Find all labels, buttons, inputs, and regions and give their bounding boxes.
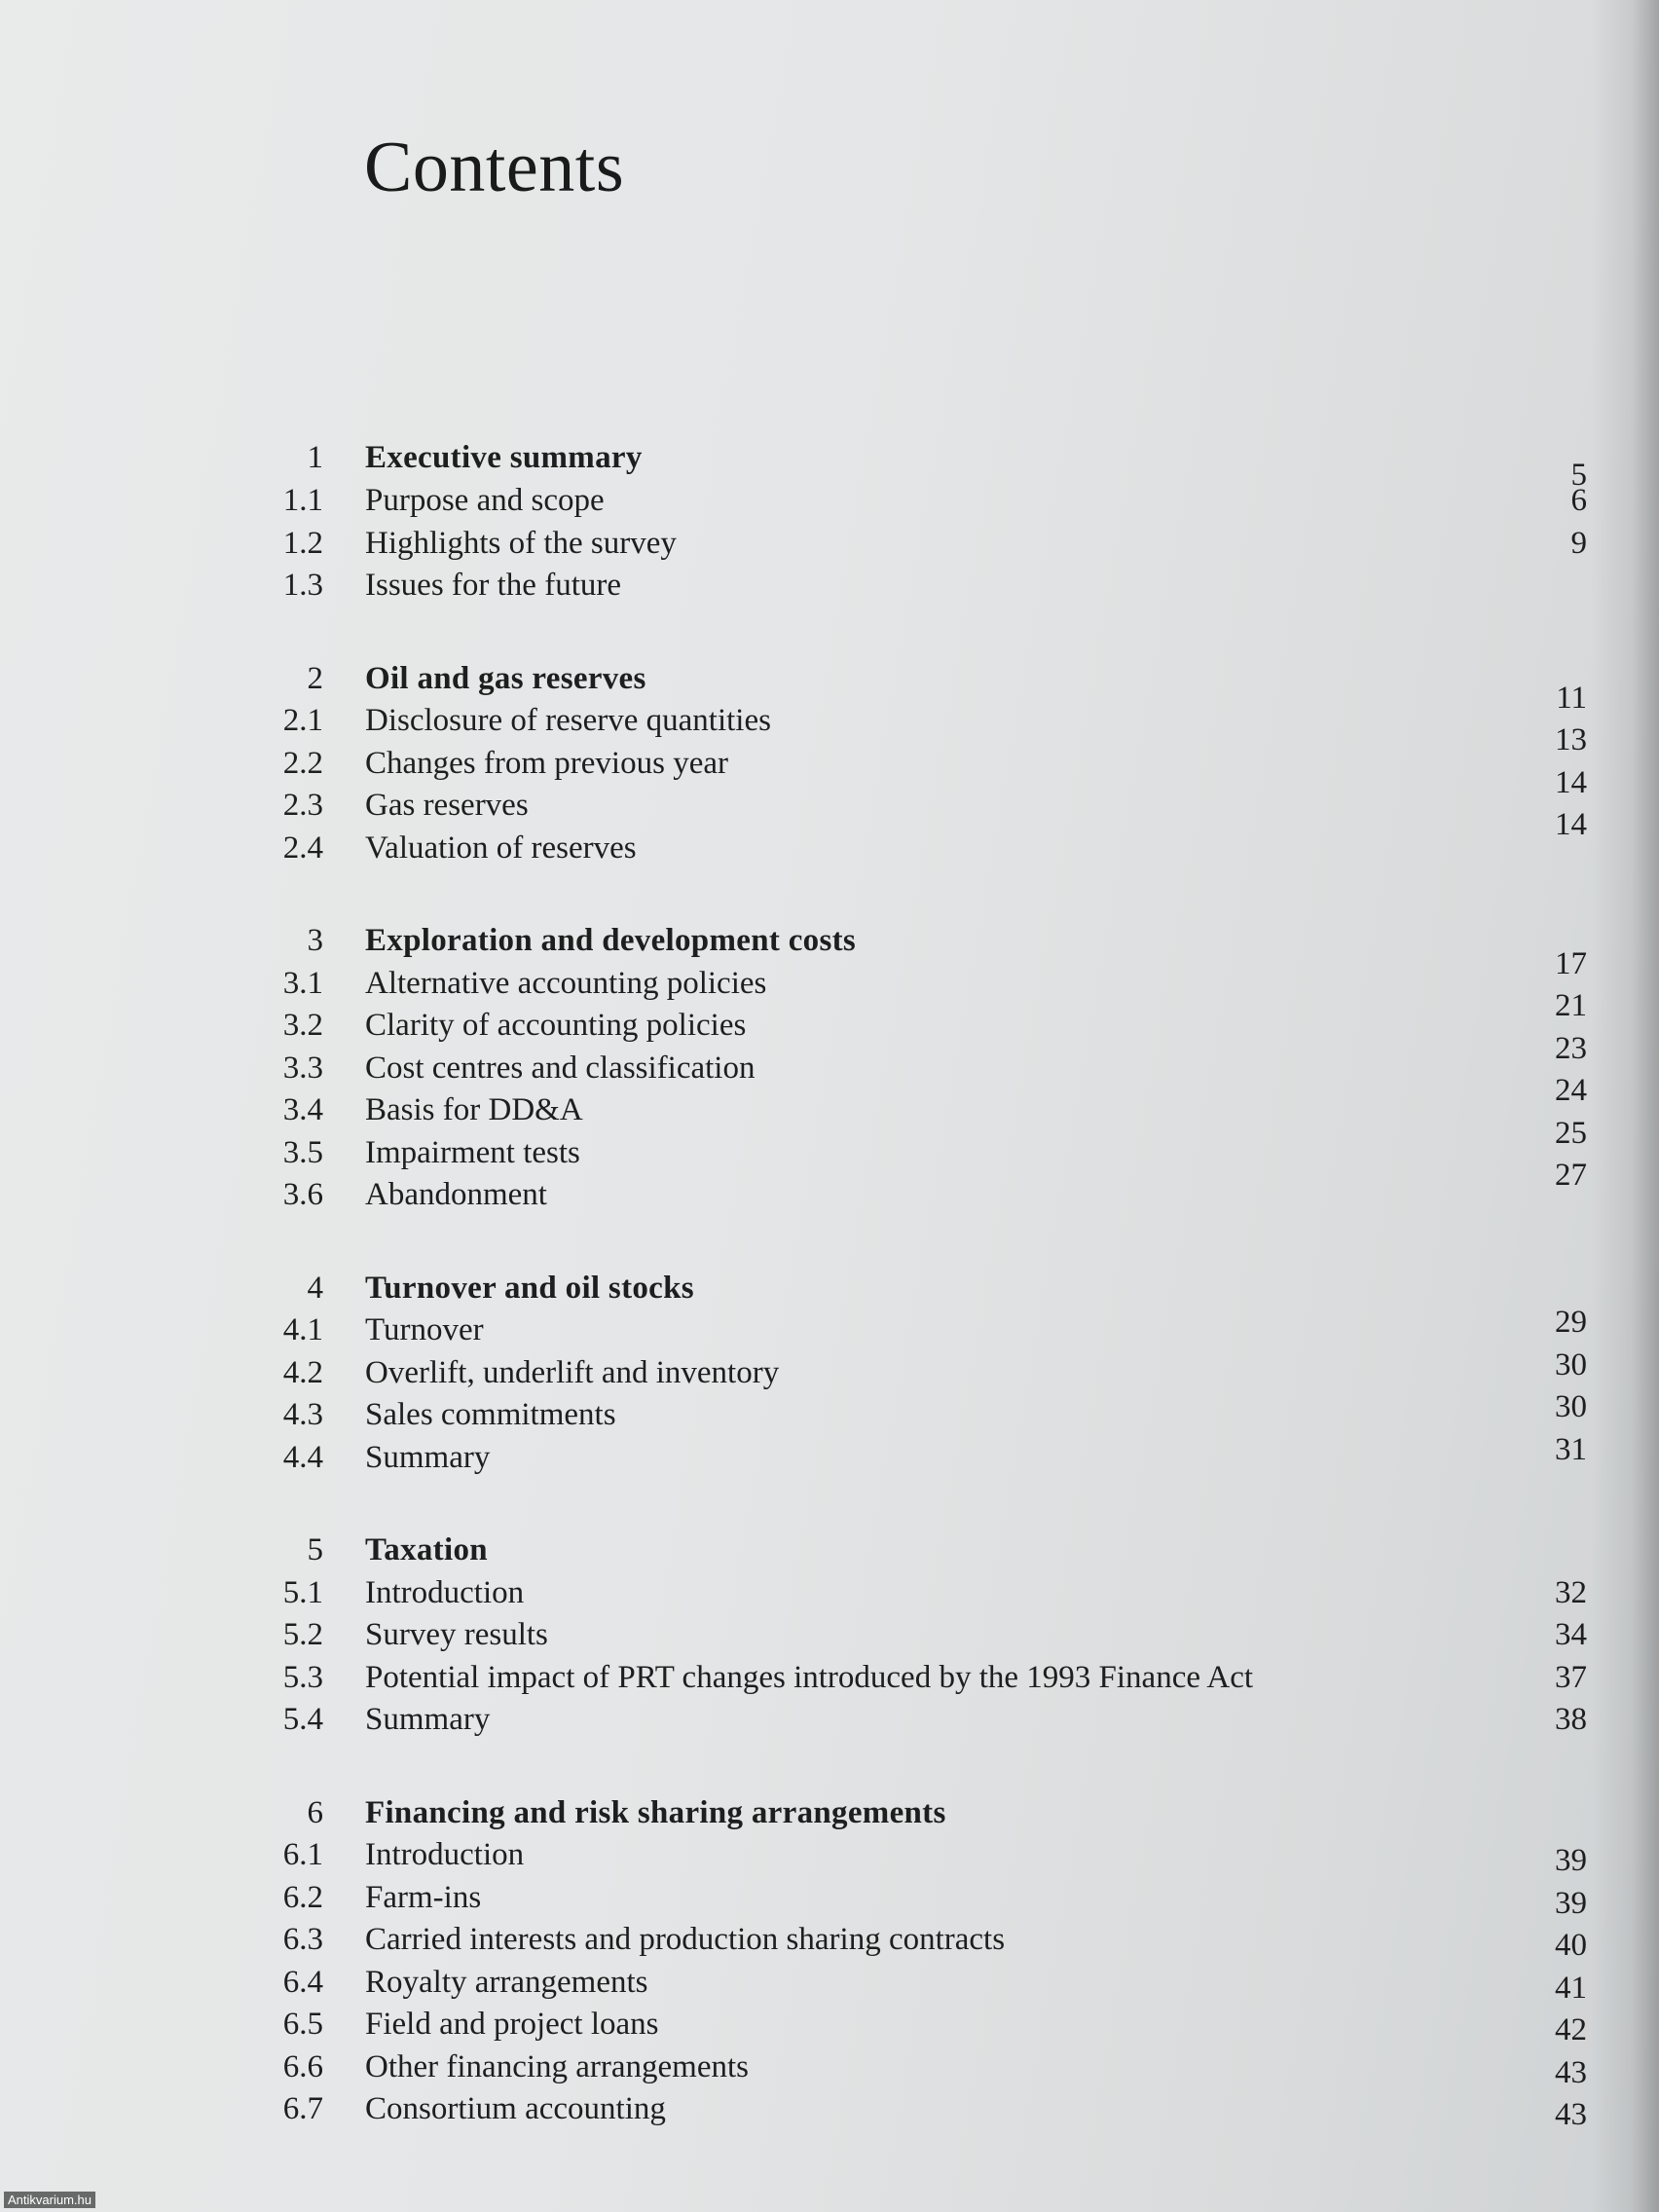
page-number: 39 [1555,1843,1587,1878]
page-number: 31 [1555,1431,1587,1467]
toc-entry [263,1837,1587,1880]
section-number: 2 [307,660,323,696]
page-number: 37 [1555,1659,1587,1695]
page-number: 38 [1555,1702,1587,1737]
toc-section-3 [263,923,1587,1220]
page-number: 6 [1570,483,1587,518]
toc-entry [263,1346,1587,1398]
toc-heading [263,1271,1587,1313]
entry-number: 5.1 [282,1574,323,1610]
toc-entry [263,568,1587,610]
entry-number: 4.3 [282,1397,323,1432]
entry-title: Summary [365,1702,491,1737]
toc-entry [263,1617,1587,1660]
toc-entry [263,2091,1587,2134]
toc-entry [263,1431,1587,1483]
toc-entry [263,1115,1587,1178]
entry-number: 1.1 [282,483,323,518]
entry-number: 6.6 [282,2048,323,2084]
toc-entry [263,483,1587,526]
entry-number: 3.1 [282,965,323,1001]
toc-entry [263,526,1587,569]
entry-number: 6.1 [282,1837,323,1872]
page-number: 40 [1555,1928,1587,1963]
page-number: 41 [1555,1970,1587,2006]
page-number: 34 [1555,1617,1587,1652]
entry-number: 5.3 [282,1659,323,1695]
entry-title: Gas reserves [365,788,529,823]
toc-entry [263,988,1587,1051]
page-number: 14 [1555,764,1587,800]
entry-title: Changes from previous year [365,745,728,781]
toc-entry [263,1660,1587,1703]
toc-entry [263,1965,1587,2008]
toc-section-6 [263,1795,1587,2134]
page-number: 42 [1555,2012,1587,2047]
entry-number: 6.3 [282,1922,323,1957]
table-of-contents [263,440,1587,2185]
section-title: Executive summary [365,440,643,475]
entry-number: 5.2 [282,1617,323,1652]
page-edge-shadow [1591,0,1659,2212]
toc-heading [263,440,1587,483]
entry-title: Introduction [365,1837,525,1872]
toc-section-1 [263,440,1587,610]
entry-number: 6.7 [282,2091,323,2126]
entry-number: 4.2 [282,1354,323,1390]
entry-title: Carried interests and production sharing contracts [365,1922,1006,1957]
section-number: 3 [307,923,323,958]
entry-title: Other financing arrangements [365,2048,750,2084]
toc-entry [263,1389,1587,1440]
page-number: 29 [1555,1305,1587,1340]
entry-title: Field and project loans [365,2007,659,2042]
entry-title: Sales commitments [365,1397,616,1432]
page-number: 43 [1555,2097,1587,2132]
entry-number: 2.3 [282,788,323,823]
toc-entry [263,1073,1587,1135]
toc-entry [263,1305,1587,1355]
toc-entry [263,1880,1587,1923]
toc-entry [263,2049,1587,2092]
page-number: 39 [1555,1885,1587,1921]
page-number: 13 [1555,722,1587,757]
toc-entry [263,1575,1587,1618]
section-title: Financing and risk sharing arrangements [365,1794,946,1830]
toc-entry [263,703,1587,757]
entry-number: 2.1 [282,703,323,738]
page-number: 11 [1556,680,1587,716]
toc-entry [263,1030,1587,1093]
toc-heading [263,923,1587,966]
section-title: Exploration and development costs [365,923,857,958]
section-number: 6 [307,1794,323,1830]
entry-title: Purpose and scope [365,483,605,518]
entry-number: 3.2 [282,1008,323,1043]
page-number: 30 [1555,1389,1587,1424]
entry-number: 2.4 [282,830,323,866]
page-number: 25 [1555,1115,1587,1151]
watermark-logo: Antikvarium.hu [4,2192,95,2208]
toc-heading [263,660,1587,716]
section-number: 5 [307,1532,323,1567]
entry-title: Basis for DD&A [365,1092,583,1127]
page-number: 24 [1555,1073,1587,1108]
entry-title: Issues for the future [365,568,622,603]
entry-number: 1.3 [282,568,323,603]
entry-number: 4.1 [282,1312,323,1347]
section-title: Oil and gas reserves [365,660,646,696]
section-number: 1 [307,440,323,475]
entry-title: Turnover [365,1312,484,1347]
section-number: 4 [307,1270,323,1306]
toc-section-4 [263,1271,1587,1483]
page-number: 21 [1555,988,1587,1023]
page-number: 32 [1555,1574,1587,1610]
toc-entry [263,1922,1587,1965]
page-number: 14 [1555,807,1587,842]
entry-number: 3.6 [282,1177,323,1212]
entry-title: Impairment tests [365,1134,580,1170]
section-title: Turnover and oil stocks [365,1270,694,1306]
page-number: 27 [1555,1158,1587,1193]
entry-number: 3.3 [282,1050,323,1086]
page-number: 9 [1570,525,1587,561]
entry-title: Clarity of accounting policies [365,1008,747,1043]
section-title: Taxation [365,1532,488,1567]
entry-number: 3.4 [282,1092,323,1127]
page-number: 5 [1570,457,1587,493]
entry-number: 6.4 [282,1964,323,2000]
entry-title: Royalty arrangements [365,1964,648,2000]
toc-entry [263,1158,1587,1220]
toc-heading [263,1795,1587,1838]
toc-entry [263,1702,1587,1745]
entry-number: 5.4 [282,1702,323,1737]
entry-title: Consortium accounting [365,2091,666,2126]
toc-entry [263,830,1587,873]
entry-title: Valuation of reserves [365,830,637,866]
toc-section-5 [263,1532,1587,1745]
entry-title: Highlights of the survey [365,525,677,561]
page-title: Contents [364,128,625,207]
entry-number: 6.2 [282,1879,323,1915]
toc-entry [263,945,1587,1009]
entry-title: Overlift, underlift and inventory [365,1354,780,1390]
entry-number: 1.2 [282,525,323,561]
entry-title: Introduction [365,1574,525,1610]
toc-entry [263,2007,1587,2049]
toc-entry [263,788,1587,842]
entry-number: 4.4 [282,1439,323,1475]
toc-entry [263,745,1587,800]
page-number: 23 [1555,1030,1587,1066]
page-number: 17 [1555,945,1587,981]
entry-title: Abandonment [365,1177,547,1212]
entry-title: Alternative accounting policies [365,965,767,1001]
entry-number: 2.2 [282,745,323,781]
entry-number: 6.5 [282,2007,323,2042]
toc-heading [263,1532,1587,1575]
page-number: 43 [1555,2054,1587,2090]
entry-title: Potential impact of PRT changes introduced by the 1993 Finance Act [365,1659,1254,1695]
entry-title: Farm-ins [365,1879,482,1915]
page-number: 30 [1555,1346,1587,1382]
entry-title: Summary [365,1439,491,1475]
entry-number: 3.5 [282,1134,323,1170]
entry-title: Cost centres and classification [365,1050,756,1086]
entry-title: Disclosure of reserve quantities [365,703,771,738]
toc-section-2 [263,661,1587,873]
entry-title: Survey results [365,1617,548,1652]
